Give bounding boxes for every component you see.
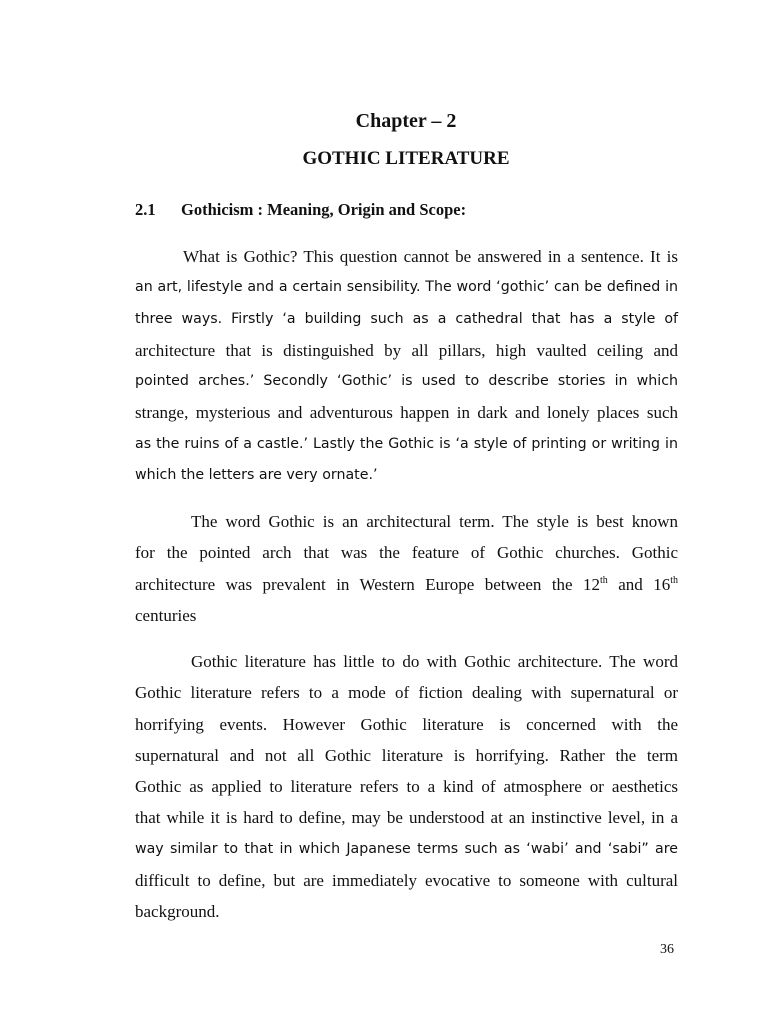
paragraph-2-line: centuries	[135, 605, 197, 625]
paragraph-3-line: horrifying events. However Gothic literature is concerned with the	[135, 714, 678, 734]
paragraph-1-line: What is Gothic? This question cannot be answered in a sentence. It is	[183, 247, 678, 266]
page-number: 36	[660, 942, 674, 957]
paragraph-1-line: which the letters are very ornate.’	[135, 467, 378, 484]
superscript: th	[600, 574, 608, 586]
paragraph-3-line: that while it is hard to define, may be understood at an instinctive level, in a	[135, 808, 678, 828]
paragraph-1-line: an art, lifestyle and a certain sensibility. The word ‘gothic’ can be defined in	[135, 279, 678, 296]
paragraph-1-line: as the ruins of a castle.’ Lastly the Gothic is ‘a style of printing or writing in	[135, 435, 678, 452]
paragraph-3-line: supernatural and not all Gothic literature is horrifying. Rather the term	[135, 745, 678, 765]
paragraph-3-line: Gothic literature has little to do with Gothic architecture. The word	[191, 652, 678, 671]
paragraph-2	[135, 506, 678, 631]
chapter-title: GOTHIC LITERATURE	[302, 148, 510, 169]
paragraph-3	[135, 646, 678, 928]
section-number: 2.1	[135, 200, 156, 219]
paragraph-1-line: strange, mysterious and adventurous happen in dark and lonely places such	[135, 403, 678, 423]
paragraph-2-text: and 16	[607, 574, 671, 594]
paragraph-3-line: Gothic literature refers to a mode of fiction dealing with supernatural or	[135, 683, 678, 703]
paragraph-1-line: pointed arches.’ Secondly ‘Gothic’ is used to describe stories in which	[135, 373, 678, 390]
paragraph-3-line: background.	[135, 902, 220, 922]
section-heading	[135, 198, 466, 222]
chapter-heading: Chapter – 2	[355, 110, 457, 132]
paragraph-3-line: way similar to that in which Japanese terms such as ‘wabi’ and ‘sabi” are	[135, 840, 678, 857]
superscript: th	[670, 574, 678, 586]
paragraph-2-line	[135, 569, 678, 600]
paragraph-2-line: The word Gothic is an architectural term. The style is best known	[191, 512, 678, 531]
section-title: Gothicism : Meaning, Origin and Scope:	[181, 200, 467, 219]
paragraph-2-line: for the pointed arch that was the feature of Gothic churches. Gothic	[135, 543, 678, 563]
paragraph-1	[135, 241, 678, 491]
paragraph-2-text: architecture was prevalent in Western Europe between the 12	[135, 574, 601, 594]
paragraph-1-line: architecture that is distinguished by all pillars, high vaulted ceiling and	[135, 340, 678, 360]
paragraph-3-line: Gothic as applied to literature refers to a kind of atmosphere or aesthetics	[135, 777, 678, 797]
paragraph-1-line: three ways. Firstly ‘a building such as a cathedral that has a style of	[135, 310, 678, 327]
paragraph-3-line: difficult to define, but are immediately evocative to someone with cultural	[135, 871, 678, 891]
